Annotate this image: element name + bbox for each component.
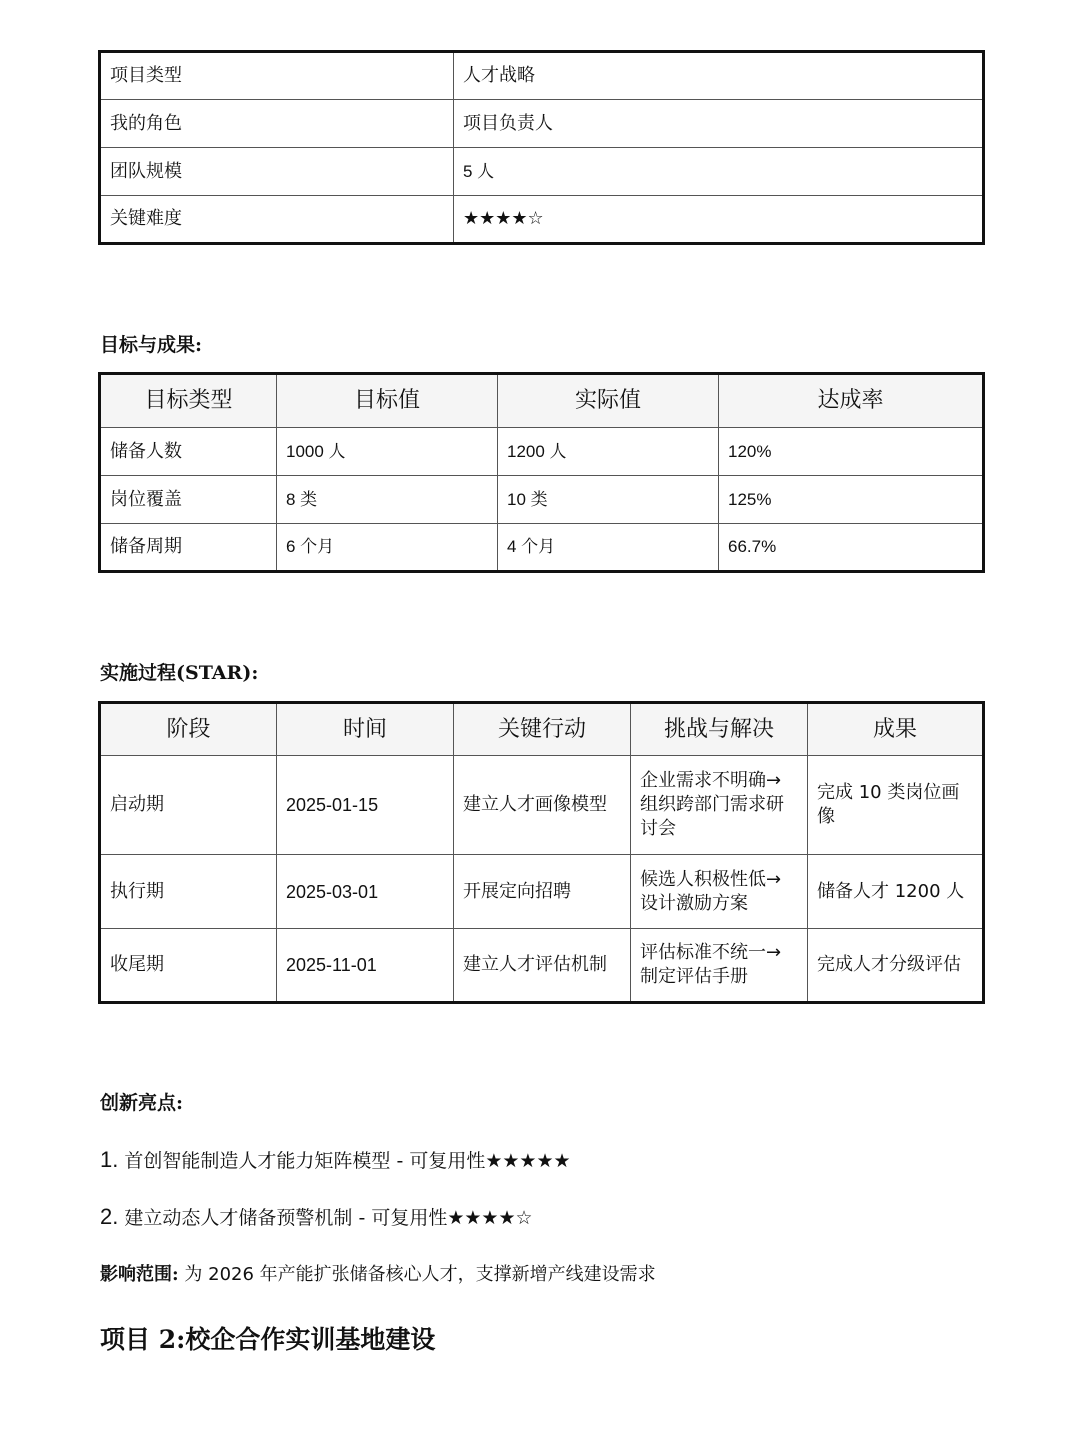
info-value: 5 人: [454, 148, 984, 196]
list-item: [100, 1146, 571, 1173]
table-cell: 完成 10 类岗位画像: [808, 756, 984, 855]
section-heading-innovation: 创新亮点:: [100, 1092, 184, 1114]
table-cell: 执行期: [100, 855, 277, 929]
table-cell: 建立人才评估机制: [454, 929, 631, 1003]
list-item-text: 建立动态人才储备预警机制 - 可复用性★★★★☆: [124, 1207, 533, 1229]
table-cell: 6 个月: [277, 524, 498, 572]
list-item-number: 2.: [100, 1204, 119, 1229]
column-header: 目标类型: [100, 374, 277, 428]
table-cell: 8 类: [277, 476, 498, 524]
table-row: [100, 929, 984, 1003]
table-cell: 开展定向招聘: [454, 855, 631, 929]
table-cell: 2025-01-15: [277, 756, 454, 855]
table-row: [100, 756, 984, 855]
table-cell: 4 个月: [498, 524, 719, 572]
table-cell: 10 类: [498, 476, 719, 524]
column-header: 关键行动: [454, 703, 631, 756]
star-process-table: [98, 701, 985, 1004]
table-row: [100, 100, 984, 148]
table-row: [100, 524, 984, 572]
list-item-number: 1.: [100, 1147, 119, 1172]
project-info-table: [98, 50, 985, 245]
table-cell: 1000 人: [277, 428, 498, 476]
section-heading-goals: 目标与成果:: [100, 334, 203, 356]
table-row: [100, 855, 984, 929]
table-header-row: [100, 703, 984, 756]
table-row: [100, 196, 984, 244]
table-cell: 125%: [719, 476, 984, 524]
table-row: [100, 148, 984, 196]
info-label: 关键难度: [100, 196, 454, 244]
impact-label: 影响范围:: [100, 1264, 179, 1285]
info-label: 项目类型: [100, 52, 454, 100]
table-cell: 储备周期: [100, 524, 277, 572]
impact-text: 为 2026 年产能扩张储备核心人才，支撑新增产线建设需求: [184, 1264, 656, 1285]
table-row: [100, 428, 984, 476]
table-cell: 2025-03-01: [277, 855, 454, 929]
table-cell: 完成人才分级评估: [808, 929, 984, 1003]
section-heading-star: 实施过程(STAR):: [100, 662, 259, 684]
column-header: 目标值: [277, 374, 498, 428]
column-header: 实际值: [498, 374, 719, 428]
list-item-text: 首创智能制造人才能力矩阵模型 - 可复用性★★★★★: [124, 1150, 571, 1172]
table-cell: 储备人才 1200 人: [808, 855, 984, 929]
table-cell: 收尾期: [100, 929, 277, 1003]
info-value: 项目负责人: [454, 100, 984, 148]
project-title: 项目 2:校企合作实训基地建设: [100, 1325, 436, 1354]
table-cell: 66.7%: [719, 524, 984, 572]
table-cell: 储备人数: [100, 428, 277, 476]
table-cell: 候选人积极性低→设计激励方案: [631, 855, 808, 929]
table-header-row: [100, 374, 984, 428]
table-row: [100, 52, 984, 100]
goals-table: [98, 372, 985, 573]
column-header: 阶段: [100, 703, 277, 756]
table-cell: 120%: [719, 428, 984, 476]
column-header: 时间: [277, 703, 454, 756]
info-value: 人才战略: [454, 52, 984, 100]
table-cell: 2025-11-01: [277, 929, 454, 1003]
table-cell: 岗位覆盖: [100, 476, 277, 524]
table-cell: 企业需求不明确→组织跨部门需求研讨会: [631, 756, 808, 855]
column-header: 挑战与解决: [631, 703, 808, 756]
table-cell: 启动期: [100, 756, 277, 855]
table-cell: 建立人才画像模型: [454, 756, 631, 855]
table-cell: 1200 人: [498, 428, 719, 476]
column-header: 达成率: [719, 374, 984, 428]
impact-paragraph: [100, 1260, 656, 1286]
difficulty-rating: ★★★★☆: [454, 196, 984, 244]
column-header: 成果: [808, 703, 984, 756]
table-cell: 评估标准不统一→制定评估手册: [631, 929, 808, 1003]
list-item: [100, 1203, 533, 1230]
info-label: 团队规模: [100, 148, 454, 196]
info-label: 我的角色: [100, 100, 454, 148]
table-row: [100, 476, 984, 524]
